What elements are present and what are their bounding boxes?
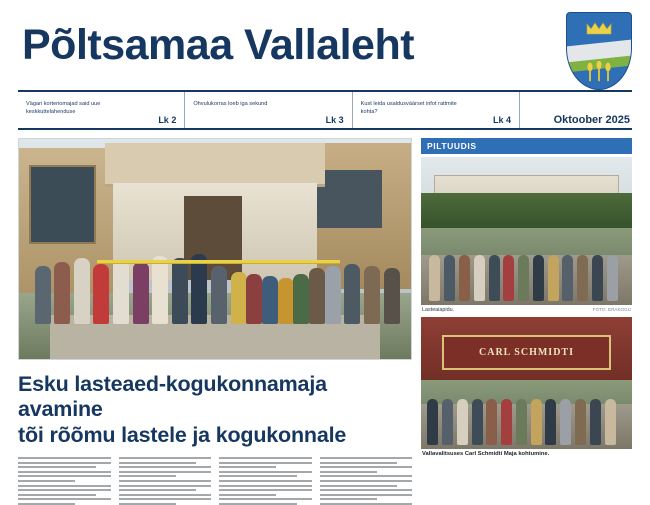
photo-credit: FOTO: ERAKOGU [592, 307, 631, 312]
sidebar-section-label: PILTUUDIS [421, 138, 632, 154]
community-gathering-photo [421, 157, 632, 305]
main-column [18, 138, 412, 505]
carl-schmidti-maja-photo [421, 317, 632, 449]
lead-article-body [18, 457, 412, 505]
ribbon-cutting-ceremony-photo [18, 138, 412, 360]
lead-headline [18, 372, 412, 448]
headline-line-1: Esku lasteaed-kogukonnamaja avamine [18, 372, 327, 422]
building-sign-text: CARL SCHMIDTI [479, 347, 574, 359]
teaser-text: Vägari korteriomajad said uue keskkuttelahenduse [26, 101, 101, 116]
teaser-page-ref: Lk 4 [492, 115, 511, 125]
teaser-item-1[interactable] [18, 92, 185, 128]
page-body [0, 130, 650, 505]
poltsamaa-coat-of-arms-icon [566, 12, 632, 90]
article-column-2 [119, 457, 212, 505]
teaser-item-3[interactable] [353, 92, 520, 128]
article-column-1 [18, 457, 111, 505]
sidebar [421, 138, 632, 505]
sidebar-caption-1 [421, 305, 632, 314]
headline-line-2: tõi rõõmu lastele ja kogukonnale [18, 422, 347, 447]
issue-date: Oktoober 2025 [553, 114, 630, 126]
teaser-item-2[interactable] [185, 92, 352, 128]
teaser-page-ref: Lk 2 [158, 115, 177, 125]
teaser-text: Kust leida usaldusväärset infot rattmite kohta? [360, 101, 457, 116]
sidebar-caption-2: Vallavalitsuses Carl Schmidti Maja kohtumine. [422, 451, 550, 458]
article-column-4 [320, 457, 413, 505]
caption-text: Lasteaiapidu. [422, 307, 455, 313]
masthead [0, 0, 650, 86]
crown-icon [586, 22, 612, 35]
teaser-bar [18, 90, 632, 130]
wheat-icon [582, 61, 616, 83]
article-column-3 [219, 457, 312, 505]
teaser-page-ref: Lk 3 [325, 115, 344, 125]
teaser-text: Ohvulukorras loeb iga sekund [193, 101, 268, 107]
page-title: Põltsamaa Vallaleht [22, 21, 415, 69]
